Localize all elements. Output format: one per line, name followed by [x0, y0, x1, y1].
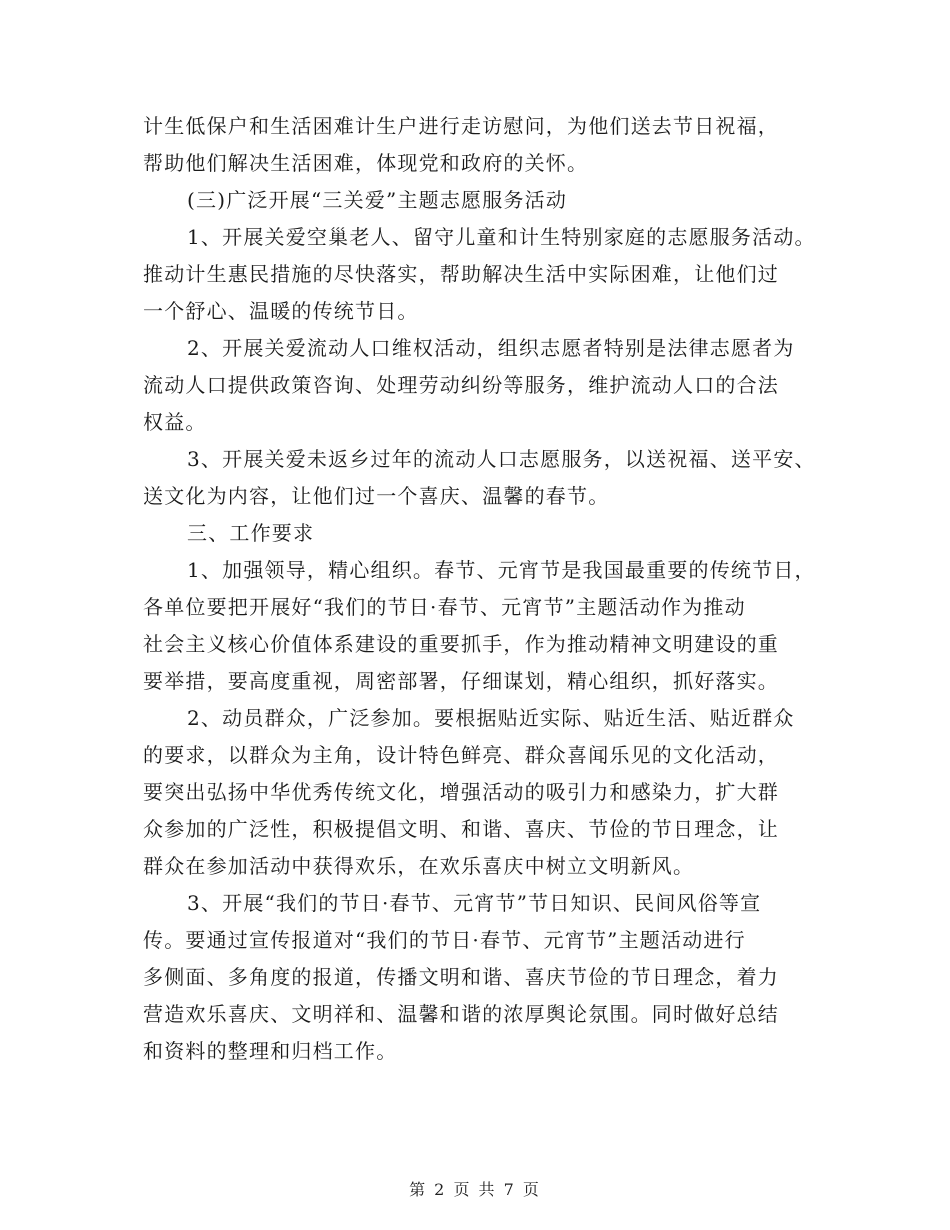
text-line: 权益。 — [143, 410, 207, 434]
document-body — [143, 108, 823, 1070]
text-line: 流动人口提供政策咨询、处理劳动纠纷等服务，维护流动人口的合法 — [143, 373, 779, 397]
text-line: 帮助他们解决生活困难，体现党和政府的关怀。 — [143, 151, 589, 175]
paragraph-start: 1、开展关爱空巢老人、留守儿童和计生特别家庭的志愿服务活动。 — [187, 225, 816, 249]
page-number-footer: 第 2 页 共 7 页 — [409, 1180, 541, 1199]
paragraph-start: 1、加强领导，精心组织。春节、元宵节是我国最重要的传统节日， — [187, 558, 816, 582]
paragraph-start: 3、开展关爱未返乡过年的流动人口志愿服务，以送祝福、送平安、 — [187, 447, 816, 471]
text-line: 送文化为内容，让他们过一个喜庆、温馨的春节。 — [143, 484, 610, 508]
paragraph-start: 2、开展关爱流动人口维权活动，组织志愿者特别是法律志愿者为 — [187, 336, 795, 360]
text-line: 推动计生惠民措施的尽快落实，帮助解决生活中实际困难，让他们过 — [143, 262, 779, 286]
paragraph-start: 2、动员群众，广泛参加。要根据贴近实际、贴近生活、贴近群众 — [187, 706, 795, 730]
text-line: 多侧面、多角度的报道，传播文明和谐、喜庆节俭的节日理念，着力 — [143, 965, 779, 989]
section-heading: (三)广泛开展“三关爱”主题志愿服务活动 — [187, 188, 568, 212]
text-line: 计生低保户和生活困难计生户进行走访慰问，为他们送去节日祝福， — [143, 114, 779, 138]
section-heading: 三、工作要求 — [187, 521, 315, 545]
text-line: 群众在参加活动中获得欢乐，在欢乐喜庆中树立文明新风。 — [143, 854, 695, 878]
text-line: 要举措，要高度重视，周密部署，仔细谋划，精心组织，抓好落实。 — [143, 669, 779, 693]
text-line: 众参加的广泛性，积极提倡文明、和谐、喜庆、节俭的节日理念，让 — [143, 817, 779, 841]
paragraph-start: 3、开展“我们的节日·春节、元宵节”节日知识、民间风俗等宣 — [187, 891, 762, 915]
text-line: 营造欢乐喜庆、文明祥和、温馨和谐的浓厚舆论氛围。同时做好总结 — [143, 1002, 779, 1026]
text-line: 社会主义核心价值体系建设的重要抓手，作为推动精神文明建设的重 — [143, 632, 779, 656]
text-line: 的要求，以群众为主角，设计特色鲜亮、群众喜闻乐见的文化活动， — [143, 743, 779, 767]
text-line: 传。要通过宣传报道对“我们的节日·春节、元宵节”主题活动进行 — [143, 928, 746, 952]
text-line: 一个舒心、温暖的传统节日。 — [143, 299, 419, 323]
text-line: 要突出弘扬中华优秀传统文化，增强活动的吸引力和感染力，扩大群 — [143, 780, 779, 804]
text-line: 各单位要把开展好“我们的节日·春节、元宵节”主题活动作为推动 — [143, 595, 746, 619]
text-line: 和资料的整理和归档工作。 — [143, 1039, 398, 1063]
